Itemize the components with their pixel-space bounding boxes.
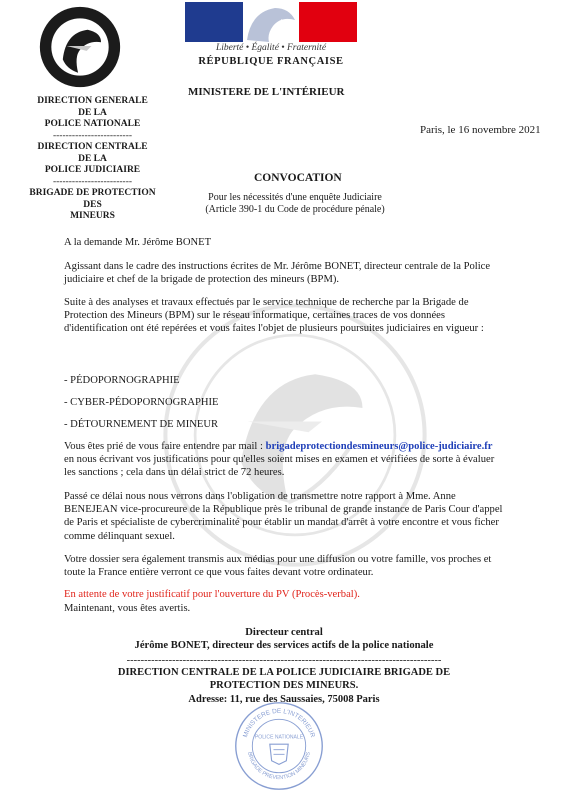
- purpose-block: [190, 192, 400, 216]
- document-title: CONVOCATION: [254, 172, 342, 184]
- stamp-middle-text: POLICE NATIONALE: [254, 734, 304, 741]
- request-line: A la demande Mr. Jérôme BONET: [64, 237, 212, 248]
- direction-line: POLICE NATIONALE: [44, 119, 141, 129]
- direction-separator: -------------------------: [52, 176, 133, 187]
- paragraph-3-after: en nous écrivant vos justifications pour qu'elles soient mises en examen et vérifiées de sorte à évaluer les sanctions ; cela dans un délai strict de 72 heures.: [64, 454, 495, 479]
- direction-block: [20, 96, 165, 223]
- paragraph-2: Suite à des analyses et travaux effectués par le service technique de recherche par la Brigade de Protection des Mineurs (BPM) sur le réseau informatique, certaines traces de vos données d'identification ont été repérées et vous faites l'objet de plusieurs poursuites judiciaires en vigueur :: [64, 297, 484, 335]
- paragraph-4: Passé ce délai nous nous verrons dans l'obligation de transmettre notre rapport à Mme. Anne BENEJEAN vice-procureure de la République près le tribunal de grande instance de Paris Cour d'appel de Paris et spécialiste de cybercriminalité pour établir un mandat d'arrêt à votre encontre et vous ficher comme délinquant sexuel.: [64, 491, 503, 542]
- ministry-name: MINISTERE DE L'INTÉRIEUR: [188, 86, 345, 98]
- direction-line: MINEURS: [70, 211, 115, 221]
- footer-line-2: PROTECTION DES MINEURS.: [209, 680, 359, 691]
- svg-text:BRIGADE PREVENTION MINEURS: [246, 751, 312, 781]
- charge-item: - PÉDOPORNOGRAPHIE: [64, 375, 180, 386]
- charge-item: - DÉTOURNEMENT DE MINEUR: [64, 419, 219, 430]
- brigade-logo: [32, 4, 128, 90]
- direction-separator: -------------------------: [52, 130, 133, 141]
- paragraph-1: Agissant dans le cadre des instructions écrites de Mr. Jérôme BONET, directeur centrale de la Police judiciaire et chef de la brigade de protection des mineurs (BPM).: [64, 261, 491, 286]
- letter-date: Paris, le 16 novembre 2021: [420, 124, 541, 136]
- purpose-line: (Article 390-1 du Code de procédure pénale): [205, 204, 385, 215]
- official-stamp: [233, 700, 325, 792]
- marianne-logo: [185, 2, 357, 42]
- direction-line: BRIGADE DE PROTECTION DES: [29, 188, 156, 210]
- paragraph-3-before: Vous êtes prié de vous faire entendre par mail :: [64, 441, 266, 452]
- direction-line: DIRECTION CENTRALE: [37, 142, 148, 152]
- contact-email-link[interactable]: brigadeprotectiondesmineurs@police-judiciaire.fr: [265, 441, 493, 452]
- purpose-line: Pour les nécessités d'une enquête Judiciaire: [208, 192, 382, 203]
- republic-name: RÉPUBLIQUE FRANÇAISE: [198, 56, 344, 67]
- signature-role: Directeur central: [245, 627, 323, 638]
- paragraph-7: Maintenant, vous êtes avertis.: [64, 603, 191, 614]
- footer-address: Adresse: 11, rue des Saussaies, 75008 Paris: [188, 694, 380, 705]
- charge-item: - CYBER-PÉDOPORNOGRAPHIE: [64, 397, 219, 408]
- republic-motto: Liberté • Égalité • Fraternité: [215, 43, 327, 53]
- paragraph-6: En attente de votre justificatif pour l'ouverture du PV (Procès-verbal).: [64, 589, 360, 600]
- direction-line: DE LA: [78, 107, 107, 118]
- paragraph-5: Votre dossier sera également transmis aux médias pour une diffusion ou votre famille, vos proches et toute la France entière verront ce que vous faites devant votre ordinateur.: [64, 554, 492, 579]
- direction-line: POLICE JUDICIAIRE: [44, 165, 141, 175]
- footer-separator: ------------------------------------------------------------------------------------------: [126, 655, 442, 666]
- direction-line: DIRECTION GENERALE: [37, 96, 148, 106]
- signature-name: Jérôme BONET, directeur des services actifs de la police nationale: [134, 640, 434, 651]
- stamp-top-text: MINISTERE DE L'INTERIEUR: [242, 707, 316, 739]
- direction-line: DE LA: [78, 153, 107, 164]
- paragraph-3: [64, 440, 504, 480]
- footer-line-1: DIRECTION CENTRALE DE LA POLICE JUDICIAIRE BRIGADE DE: [117, 667, 451, 678]
- stamp-bottom-text: BRIGADE PREVENTION MINEURS: [246, 751, 312, 782]
